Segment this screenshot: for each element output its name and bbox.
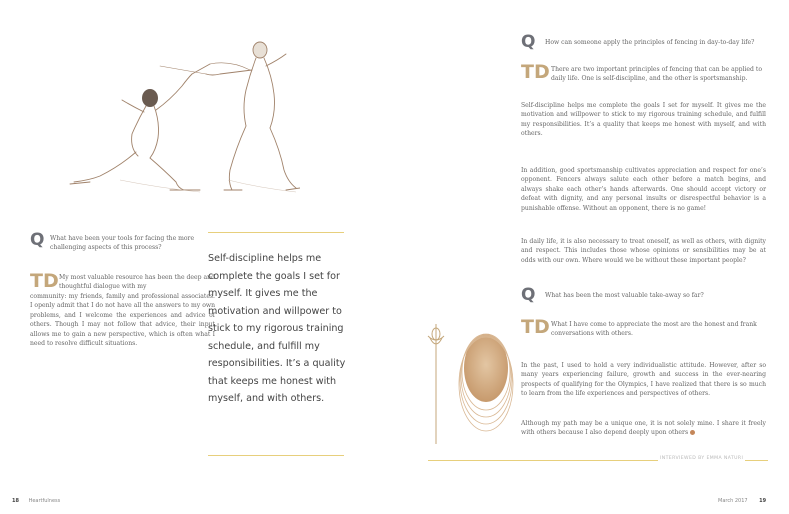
magazine-name: Heartfulness (28, 498, 61, 504)
right-paragraph-5 (521, 419, 766, 438)
question-mark-glyph: Q (521, 285, 536, 305)
right-paragraph-3: In daily life, it is also necessary to treat oneself, as well as others, with dignity and respect. This includes those whose opinions or sensibilities may be at odds with our own. Where would we be without these important people? (521, 238, 766, 264)
left-answer-text: community: my friends, family and professional associates. I openly admit that I do not have all the answers to my own problems, and I welcome the experiences and advice of others. Though I may not follow that advice, their input allows me to gain a new perspective, which is often what I need to resolve difficult situations. (30, 293, 215, 348)
right-paragraph-5-text: Although my path may be a unique one, it is not solely mine. I share it freely with others because I also depend deeply upon others (521, 420, 766, 437)
right-paragraph-1: Self-discipline helps me complete the goals I set for myself. It gives me the motivation and willpower to stick to my rigorous training schedule, and fulfill my responsibilities. It’s a quality that keeps me honest with myself, and with others. (521, 102, 766, 138)
right-paragraph-2: In addition, good sportsmanship cultivates appreciation and respect for one’s opponent. Fencers always salute each other before a match begins, and always shake each other’s hands afterwards. One should accept victory or defeat with dignity, and any personal insults or disrespectful behavior is a punishable offense. Without an opponent, there is no game! (521, 167, 766, 212)
right-page-number: 19 (759, 498, 767, 504)
answer-initials-glyph: TD (30, 270, 59, 292)
answer-initials-glyph: TD (521, 316, 550, 338)
end-mark-icon (690, 430, 695, 435)
pullquote-bottom-rule (208, 455, 344, 456)
right-footer (718, 498, 766, 504)
fencers-illustration (60, 30, 300, 200)
question-mark-glyph: Q (521, 32, 536, 52)
left-page-number: 18 (12, 498, 19, 504)
left-footer (12, 498, 60, 504)
left-answer-first-lines: My most valuable resource has been the deep and thoughtful dialogue with my (59, 274, 215, 291)
issue-date: March 2017 (718, 498, 748, 504)
answer-initials-glyph: TD (521, 61, 550, 83)
right-answer-2-text: What I have come to appreciate the most are the honest and frank conversations with others. (551, 321, 757, 338)
right-paragraph-4: In the past, I used to hold a very individualistic attitude. However, after so many years experiencing failure, growth and success in the ever-nearing prospects of qualifying for the Olympics, I have realized that there is so much to learn from the life experiences and perspectives of others. (521, 362, 766, 398)
question-mark-glyph: Q (30, 230, 45, 250)
right-question-1-text: How can someone apply the principles of fencing in day-to-day life? (545, 39, 755, 46)
right-question-2-text: What has been the most valuable take-away so far? (545, 292, 704, 299)
pullquote: Self-discipline helps me complete the goals I set for myself. It gives me the motivation and willpower to stick to my rigorous training schedule, and fulfill my responsibilities. It’s a quality that keeps me honest with myself, and with others. (208, 253, 346, 404)
right-answer-1-text: There are two important principles of fencing that can be applied to daily life. One is self-discipline, and the other is sportsmanship. (551, 66, 762, 83)
pullquote-top-rule (208, 232, 344, 233)
interview-credit: INTERVIEWED BY EMMA NATURI (660, 456, 744, 461)
left-question-text: What have been your tools for facing the more challenging aspects of this process? (50, 235, 195, 252)
foil-and-mask-illustration (424, 320, 516, 450)
